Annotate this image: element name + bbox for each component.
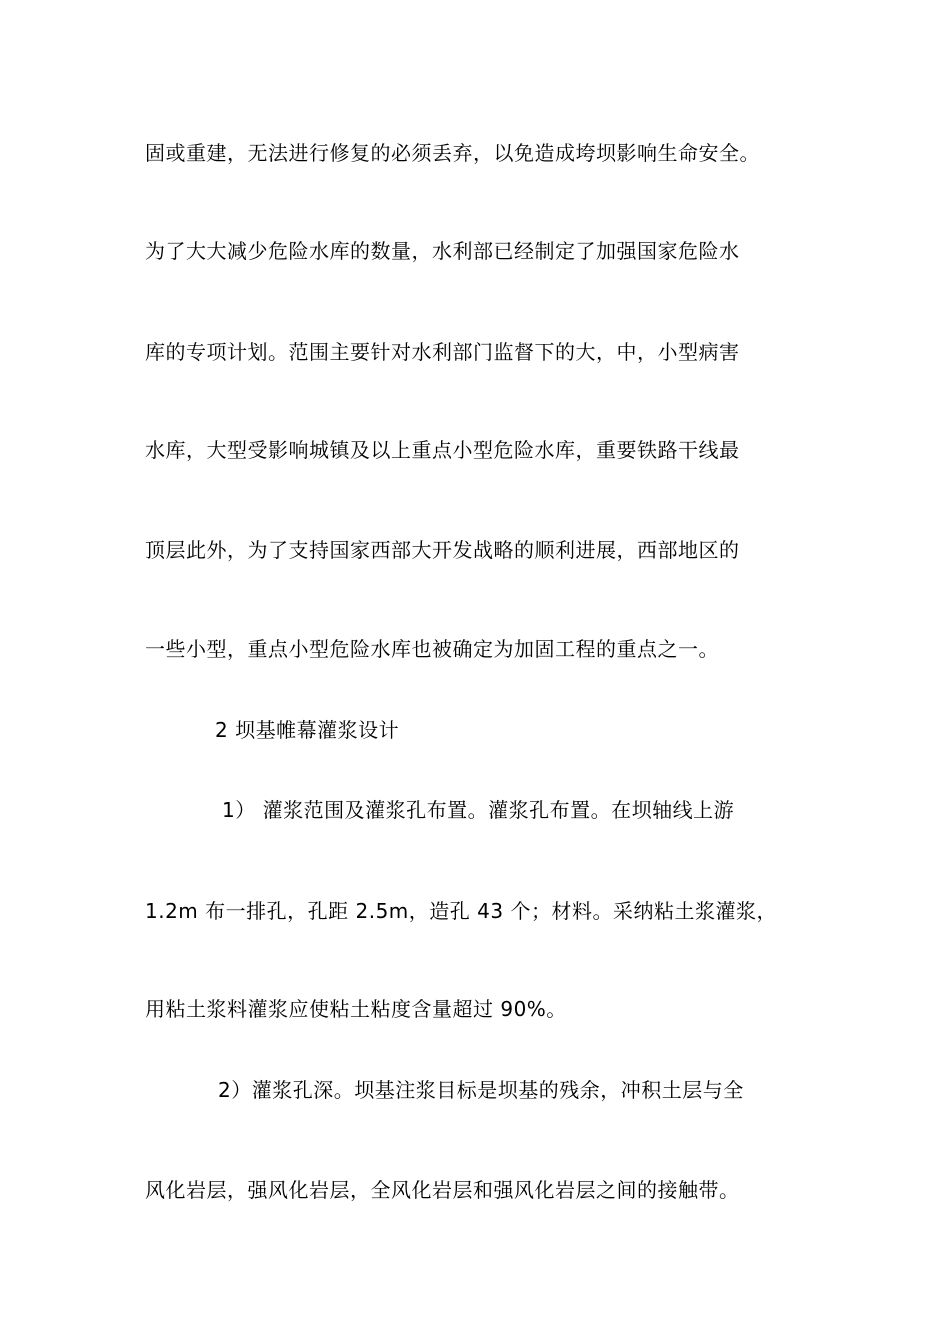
paragraph-line: 水库，大型受影响城镇及以上重点小型危险水库，重要铁路干线最 bbox=[145, 438, 740, 462]
paragraph-line: 一些小型，重点小型危险水库也被确定为加固工程的重点之一。 bbox=[145, 637, 719, 661]
list-item-line: 1.2m 布一排孔，孔距 2.5m，造孔 43 个；材料。采纳粘土浆灌浆， bbox=[145, 899, 777, 923]
paragraph-line: 库的专项计划。范围主要针对水利部门监督下的大，中，小型病害 bbox=[145, 340, 740, 364]
paragraph-line: 为了大大减少危险水库的数量，水利部已经制定了加强国家危险水 bbox=[145, 239, 740, 263]
section-heading: 2 坝基帷幕灌浆设计 bbox=[215, 718, 400, 742]
list-item-line: 2）灌浆孔深。坝基注浆目标是坝基的残余，冲积土层与全 bbox=[218, 1078, 744, 1102]
paragraph-line: 顶层此外，为了支持国家西部大开发战略的顺利进展，西部地区的 bbox=[145, 538, 740, 562]
paragraph-line: 固或重建，无法进行修复的必须丢弃，以免造成垮坝影响生命安全。 bbox=[145, 141, 760, 165]
list-item-line: 用粘土浆料灌浆应使粘土粘度含量超过 90%。 bbox=[145, 997, 567, 1021]
list-item-line: 1） 灌浆范围及灌浆孔布置。灌浆孔布置。在坝轴线上游 bbox=[222, 798, 735, 822]
list-item-line: 风化岩层，强风化岩层，全风化岩层和强风化岩层之间的接触带。 bbox=[145, 1178, 740, 1202]
